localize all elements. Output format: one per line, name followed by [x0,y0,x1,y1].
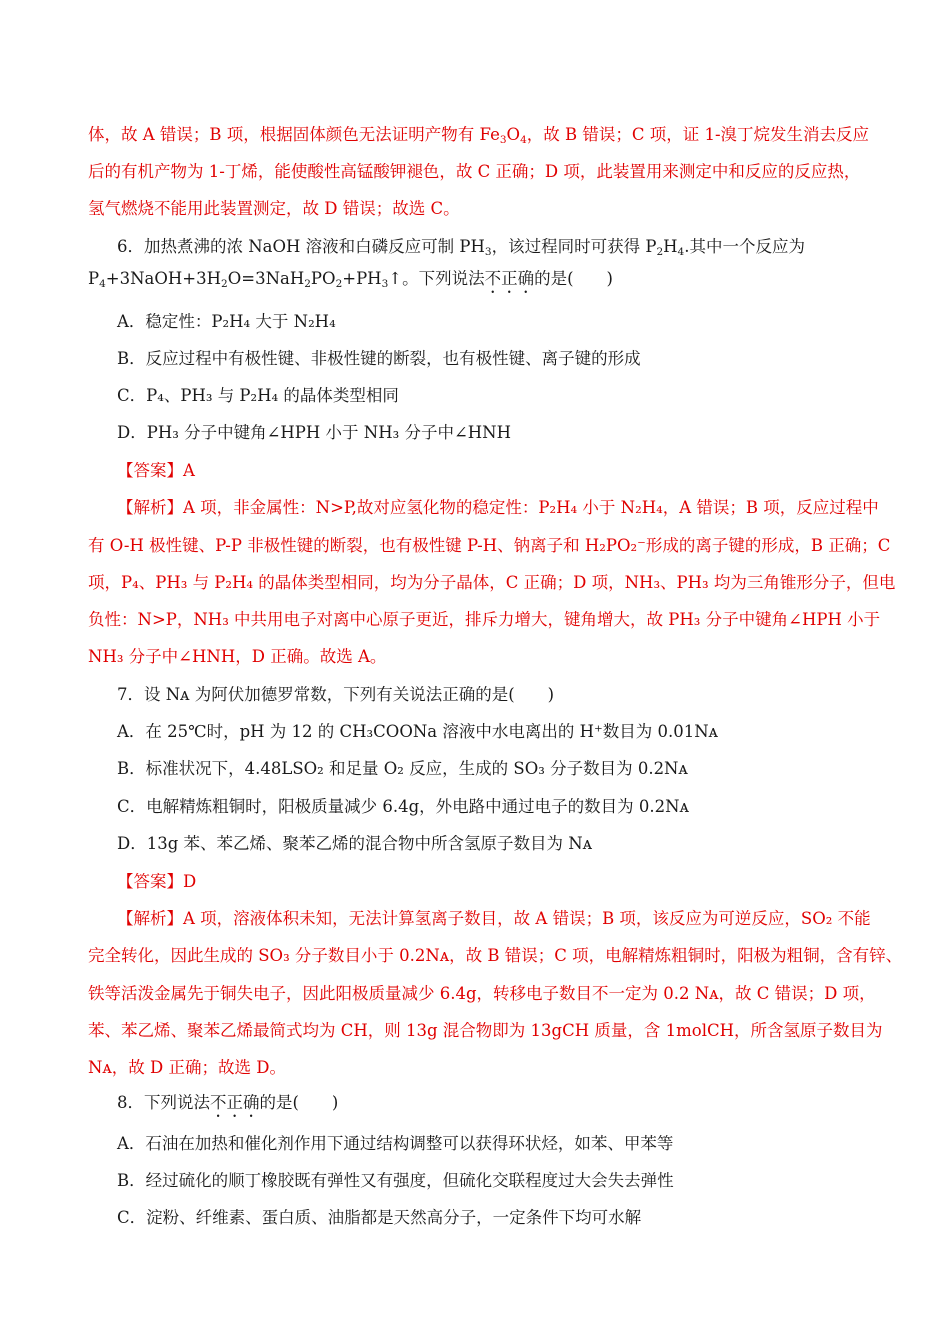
q7-option-b: B．标准状况下，4.48LSO₂ 和足量 O₂ 反应，生成的 SO₃ 分子数目为 0.2Nᴀ [117,759,688,778]
prev-analysis-line-1: 体，故 A 错误；B 项，根据固体颜色无法证明产物有 $Fe_3O_4$，故 B 错误；C 项，证 1-溴丁烷发生消去反应 [88,125,870,146]
q8-stem: 8．下列说法不正确的是( ) [117,1093,339,1112]
q7-option-d: D．13g 苯、苯乙烯、聚苯乙烯的混合物中所含氢原子数目为 Nᴀ [117,834,593,853]
q7-option-a: A．在 25℃时，pH 为 12 的 CH₃COONa 溶液中水电离出的 H⁺数目为 0.01Nᴀ [117,722,718,741]
q6-option-a: A．稳定性：P₂H₄ 大于 N₂H₄ [117,312,336,331]
q6-analysis-line-1: 【解析】A 项，非金属性：N>P,故对应氢化物的稳定性：P₂H₄ 小于 N₂H₄，A 错误；B 项，反应过程中 [117,498,879,517]
q7-analysis-line-2: 完全转化，因此生成的 SO₃ 分子数目小于 0.2Nᴀ，故 B 错误；C 项，电解精炼粗铜时，阳极为粗铜，含有锌、 [88,946,903,965]
q7-stem: 7．设 Nᴀ 为阿伏加德罗常数，下列有关说法正确的是( ) [117,685,555,704]
emphasis-text: 不正确 [484,269,535,288]
q7-analysis-line-4: 苯、苯乙烯、聚苯乙烯最简式均为 CH，则 13g 混合物即为 13gCH 质量，含 1molCH，所含氢原子数目为 [88,1021,883,1040]
prev-analysis-line-2: 后的有机产物为 1-丁烯，能使酸性高锰酸钾褪色，故 C 正确；D 项，此装置用来测定中和反应的反应热， [88,162,861,181]
q6-analysis-line-3: 项，P₄、PH₃ 与 P₂H₄ 的晶体类型相同，均为分子晶体，C 正确；D 项，NH₃、PH₃ 均为三角锥形分子，但电 [88,573,896,592]
q6-analysis-line-2: 有 O-H 极性键、P-P 非极性键的断裂，也有极性键 P-H、钠离子和 H₂PO₂⁻形成的离子键的形成，B 正确；C [88,536,891,555]
q6-answer: 【答案】A [117,461,195,480]
q7-analysis-line-3: 铁等活泼金属先于铜失电子，因此阳极质量减少 6.4g，转移电子数目不一定为 0.2 Nᴀ，故 C 错误；D 项， [88,984,876,1003]
q6-analysis-line-5: NH₃ 分子中∠HNH，D 正确。故选 A。 [88,647,387,666]
q6-option-c: C．P₄、PH₃ 与 P₂H₄ 的晶体类型相同 [117,386,399,405]
emphasis-text: 不正确 [210,1093,260,1112]
q7-answer: 【答案】D [117,872,197,891]
q8-option-a: A．石油在加热和催化剂作用下通过结构调整可以获得环状烃，如苯、甲苯等 [117,1134,674,1153]
q8-option-b: B．经过硫化的顺丁橡胶既有弹性又有强度，但硫化交联程度过大会失去弹性 [117,1171,674,1190]
q7-analysis-line-5: Nᴀ，故 D 正确；故选 D。 [88,1058,286,1077]
q7-analysis-line-1: 【解析】A 项，溶液体积未知，无法计算氢离子数目，故 A 错误；B 项，该反应为可逆反应，SO₂ 不能 [117,909,871,928]
q6-analysis-line-4: 负性：N>P，NH₃ 中共用电子对离中心原子更近，排斥力增大，键角增大，故 PH₃ 分子中键角∠HPH 小于 [88,610,881,629]
prev-analysis-line-3: 氢气燃烧不能用此装置测定，故 D 错误；故选 C。 [88,199,460,218]
q6-stem-line-1: 6．加热煮沸的浓 NaOH 溶液和白磷反应可制 $PH_3$，该过程同时可获得 $P_2H_4$.其中一个反应为 [117,237,805,258]
q6-stem-line-2: $P_4+3NaOH+3H_2O=3NaH_2PO_2+PH_3↑$。下列说法不正确的是( ) [88,269,613,290]
q8-option-c: C．淀粉、纤维素、蛋白质、油脂都是天然高分子，一定条件下均可水解 [117,1208,642,1227]
q7-option-c: C．电解精炼粗铜时，阳极质量减少 6.4g，外电路中通过电子的数目为 0.2Nᴀ [117,797,689,816]
q6-option-b: B．反应过程中有极性键、非极性键的断裂，也有极性键、离子键的形成 [117,349,641,368]
q6-option-d: D．PH₃ 分子中键角∠HPH 小于 NH₃ 分子中∠HNH [117,423,512,442]
